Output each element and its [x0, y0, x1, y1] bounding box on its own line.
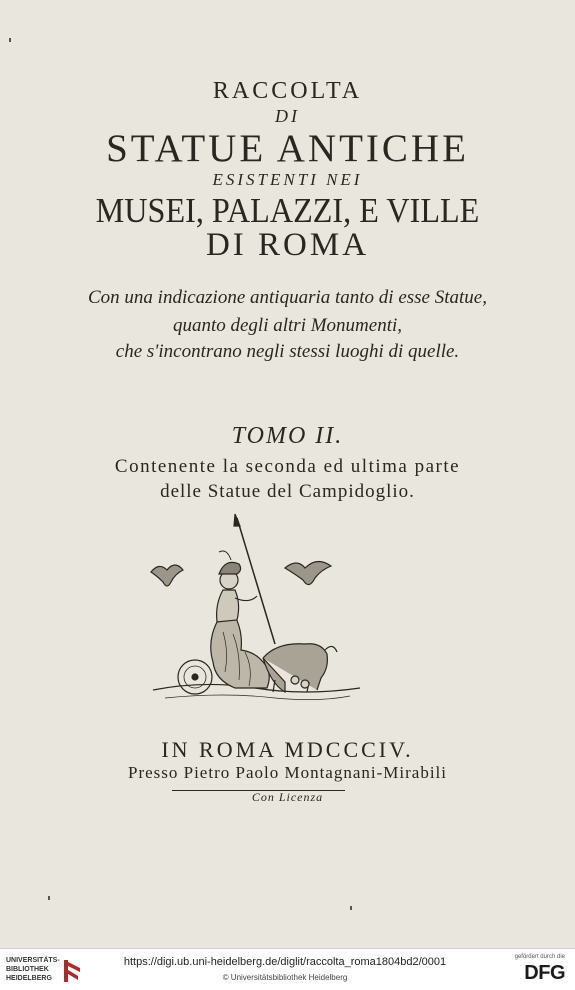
title-raccolta: RACCOLTA [212, 78, 363, 104]
title-di: DI [275, 106, 300, 126]
ub-logo-line-1: UNIVERSITÄTS- [6, 957, 60, 964]
funding-note: gefördert durch die [514, 954, 565, 960]
imprint-printer: Presso Pietro Paolo Montagnani-Mirabili [127, 763, 447, 782]
subtitle-line-2: quanto degli altri Monumenti, [172, 315, 403, 336]
ub-logo-text [6, 956, 60, 983]
ub-emblem-icon [62, 958, 82, 984]
contents-line-2: delle Statue del Campidoglio. [160, 481, 415, 502]
contents-line-1: Contenente la seconda ed ultima parte [114, 456, 461, 477]
copyright-notice: © Universitätsbibliothek Heidelberg [222, 973, 348, 982]
paper-speck [9, 38, 11, 42]
title-musei-palazzi-ville: MUSEI, PALAZZI, E VILLE [95, 191, 480, 230]
ub-logo-line-2: BIBLIOTHEK [6, 966, 49, 973]
ub-logo-line-3: HEIDELBERG [6, 975, 52, 982]
title-di-roma: DI ROMA [205, 227, 370, 263]
paper-speck [48, 896, 50, 900]
title-statue-antiche: STATUE ANTICHE [106, 127, 469, 170]
imprint-place-date: IN ROMA MDCCCIV. [161, 737, 414, 762]
subtitle-line-1: Con una indicazione antiquaria tanto di esse Statue, [88, 287, 487, 308]
dfg-logo[interactable]: DFG [524, 962, 565, 984]
subtitle-line-3: che s'incontrano negli stessi luoghi di quelle. [115, 341, 460, 362]
ub-heidelberg-logo[interactable] [6, 956, 101, 986]
imprint-licence: Con Licenza [251, 790, 324, 804]
title-esistenti-nei: ESISTENTI NEI [212, 170, 363, 189]
volume-number: TOMO II. [231, 423, 344, 449]
permalink-url[interactable]: https://digi.ub.uni-heidelberg.de/diglit/raccolta_roma1804bd2/0001 [123, 956, 447, 968]
viewer-footer [0, 948, 575, 990]
roma-seated-with-wolf-and-eagles-icon [145, 512, 370, 712]
paper-speck [350, 906, 352, 910]
